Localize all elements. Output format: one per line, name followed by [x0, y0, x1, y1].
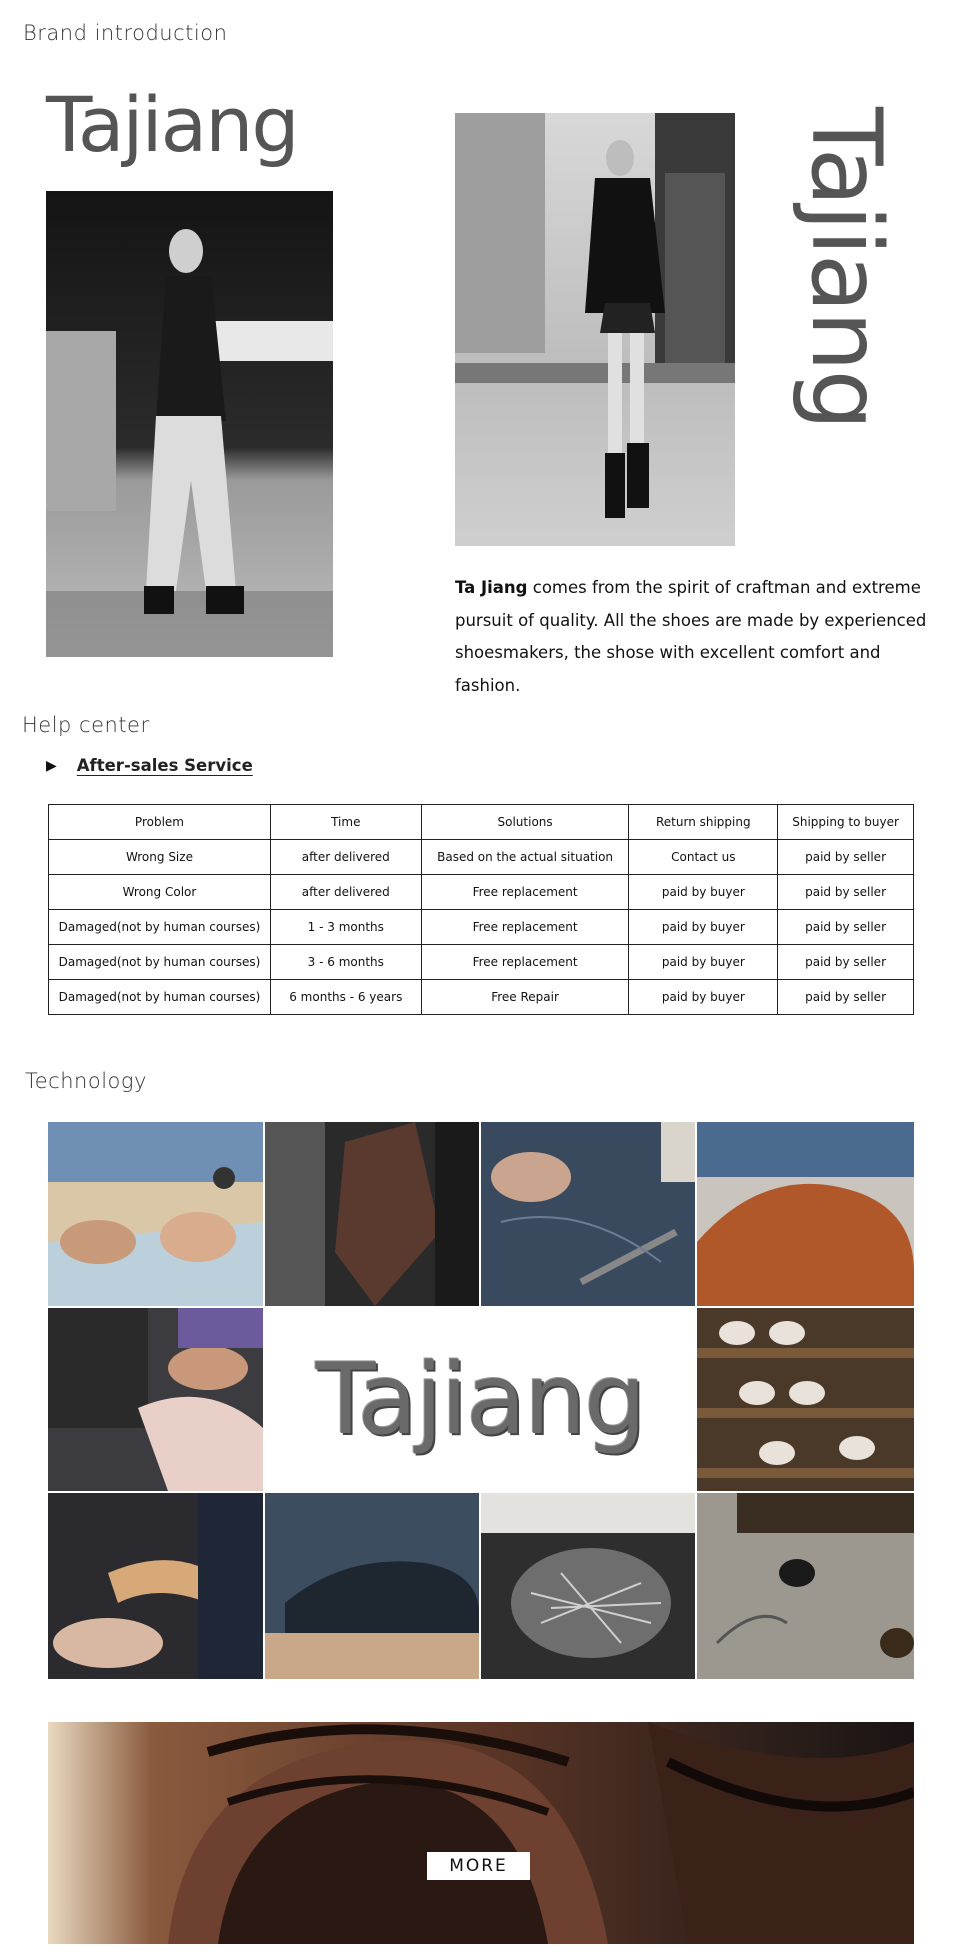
table-row [49, 875, 914, 910]
tech-photo-shoe-lasts [697, 1308, 914, 1491]
brand-logo-vertical [792, 107, 902, 477]
technology-heading: Technology [25, 1069, 147, 1093]
aftersales-table [48, 804, 914, 1015]
table-cell: Contact us [629, 840, 778, 875]
table-header-cell: Shipping to buyer [778, 805, 914, 840]
brand-description-bold: Ta Jiang [455, 578, 528, 597]
table-cell: Wrong Size [49, 840, 271, 875]
tech-logo-text: Tajiang [315, 1342, 645, 1457]
tech-center-logo [265, 1308, 695, 1491]
tech-photo-brown-leather [697, 1122, 914, 1306]
table-header-cell: Solutions [421, 805, 629, 840]
brand-heading: Brand introduction [23, 21, 228, 45]
table-header-cell: Return shipping [629, 805, 778, 840]
tech-photo-sewing-machine [48, 1308, 263, 1491]
brand-description-text: comes from the spirit of craftman and extreme pursuit of quality. All the shoes are made by experienced shoesmakers, the shose with excellent comfort and fashion. [455, 578, 927, 695]
triangle-right-icon: ▶ [46, 757, 57, 774]
table-cell: Based on the actual situation [421, 840, 629, 875]
table-header-cell: Problem [49, 805, 271, 840]
brand-logo-vertical-text: Tajiang [790, 107, 902, 429]
table-cell: paid by seller [778, 980, 914, 1015]
help-heading: Help center [22, 713, 150, 737]
table-cell: Free replacement [421, 875, 629, 910]
table-row [49, 840, 914, 875]
table-cell: paid by seller [778, 945, 914, 980]
table-cell: Damaged(not by human courses) [49, 980, 271, 1015]
aftersales-link[interactable] [46, 756, 253, 775]
table-cell: paid by seller [778, 875, 914, 910]
table-cell: Free replacement [421, 910, 629, 945]
table-cell: 3 - 6 months [270, 945, 421, 980]
table-row [49, 910, 914, 945]
table-cell: Damaged(not by human courses) [49, 910, 271, 945]
table-cell: paid by buyer [629, 980, 778, 1015]
tech-photo-tools [697, 1493, 914, 1679]
brand-description [455, 572, 935, 702]
table-cell: paid by buyer [629, 875, 778, 910]
table-header-cell: Time [270, 805, 421, 840]
more-button[interactable]: MORE [427, 1852, 530, 1880]
table-cell: Free replacement [421, 945, 629, 980]
leather-banner [48, 1722, 914, 1944]
aftersales-label[interactable]: After-sales Service [76, 756, 253, 775]
table-cell: paid by buyer [629, 910, 778, 945]
table-cell: paid by seller [778, 840, 914, 875]
table-cell: Damaged(not by human courses) [49, 945, 271, 980]
table-cell: 6 months - 6 years [270, 980, 421, 1015]
tech-photo-black-shoe [265, 1493, 479, 1679]
table-cell: after delivered [270, 840, 421, 875]
tech-photo-leather-hang [265, 1122, 479, 1306]
table-cell: paid by seller [778, 910, 914, 945]
table-cell: after delivered [270, 875, 421, 910]
brand-photo-right [455, 113, 735, 546]
table-header-row [49, 805, 914, 840]
table-row [49, 980, 914, 1015]
tech-photo-drawing-pattern [48, 1122, 263, 1306]
table-row [49, 945, 914, 980]
tech-photo-cutting-leather [481, 1122, 695, 1306]
technology-grid [48, 1122, 914, 1679]
table-cell: paid by buyer [629, 945, 778, 980]
table-cell: Wrong Color [49, 875, 271, 910]
brand-photo-left [46, 191, 333, 657]
tech-photo-sole-making [48, 1493, 263, 1679]
tech-photo-nails [481, 1493, 695, 1679]
brand-logo: Tajiang [46, 80, 298, 169]
table-cell: Free Repair [421, 980, 629, 1015]
table-cell: 1 - 3 months [270, 910, 421, 945]
